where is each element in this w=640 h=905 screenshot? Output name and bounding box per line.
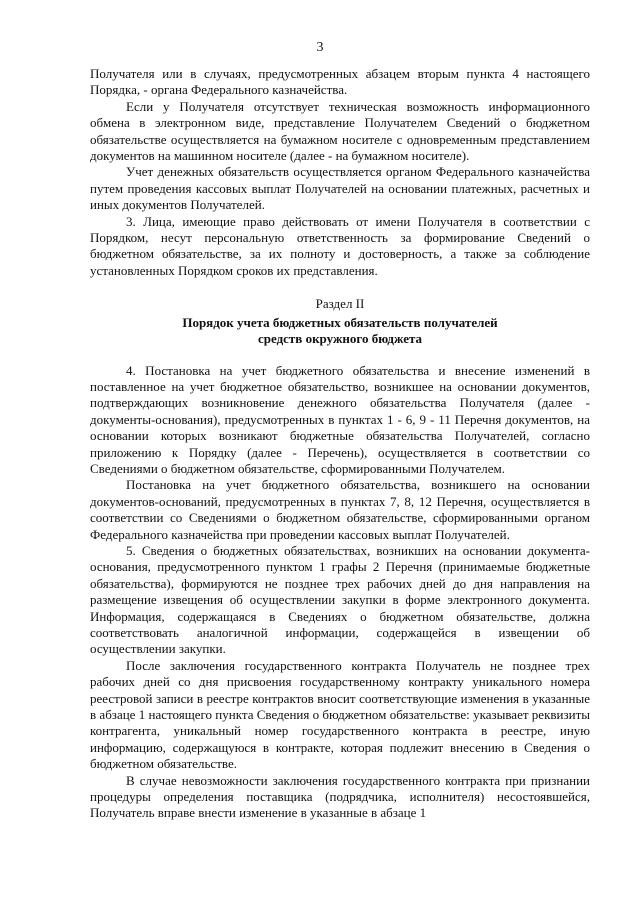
paragraph: Учет денежных обязательств осуществляется органом Федерального казначейства путем проведения кассовых выплат Получателей на основании платежных, расчетных и иных документов Получателей. — [90, 164, 590, 213]
section-title-line-2: средств окружного бюджета — [257, 331, 423, 347]
section-title-line-1: Порядок учета бюджетных обязательств получателей — [182, 314, 498, 330]
paragraph: Получателя или в случаях, предусмотренных абзацем вторым пункта 4 настоящего Порядка, - органа Федерального казначейства. — [90, 66, 590, 98]
paragraph: Если у Получателя отсутствует техническая возможность информационного обмена в электронном виде, представление Получателем Сведений о бюджетном обязательстве осуществляется на бумажном носителе с одновременным представлением документов на машинном носителе (далее - на бумажном носителе). — [90, 98, 590, 164]
paragraph: Постановка на учет бюджетного обязательства, возникшего на основании документов-оснований, предусмотренных в пунктах 7, 8, 12 Перечня, осуществляется в соответствии со Сведениями о бюджетном обязательстве, сформированными органом Федерального казначейства при проведении кассовых выплат Получателей. — [90, 477, 590, 542]
paragraph: 3. Лица, имеющие право действовать от имени Получателя в соответствии с Порядком, несут персональную ответственность за формирование Сведений о бюджетном обязательстве, за их полноту и достоверность, а также за соблюдение установленных Порядком сроков их представления. — [90, 213, 590, 278]
paragraph: 4. Постановка на учет бюджетного обязательства и внесение изменений в поставленное на учет бюджетное обязательство, возникшее на основании документов, подтверждающих возникновение денежного обязательства Получателя (далее - документы-основания), предусмотренных в пунктах 1 - 6, 9 - 11 Перечня документов, на основании которых возникают бюджетные обязательства Получателей, согласно приложению к Порядку (далее - Перечень), осуществляется в соответствии со Сведениями о бюджетном обязательстве, сформированными Получателем. — [90, 362, 590, 476]
paragraph: 5. Сведения о бюджетных обязательствах, возникших на основании документа-основания, предусмотренного пунктом 1 графы 2 Перечня (принимаемые бюджетные обязательства), формируются не позднее трех рабочих дней до дня направления на размещение извещения об осуществлении закупки в форме электронного документа. Информация, содержащаяся в Сведениях о бюджетном обязательстве, должна соответствовать аналогичной информации, содержащейся в извещении об осуществлении закупки. — [90, 542, 590, 657]
document-body — [90, 66, 590, 822]
section-number: Раздел II — [315, 296, 365, 312]
section-heading — [90, 296, 590, 347]
paragraph: В случае невозможности заключения государственного контракта при признании процедуры определения поставщика (подрядчика, исполнителя) несостоявшейся, Получатель вправе внести изменение в указанные в абзаце 1 — [90, 772, 590, 821]
paragraph: После заключения государственного контракта Получатель не позднее трех рабочих дней со дня присвоения государственному контракту уникального номера реестровой записи в реестре контрактов вносит соответствующие изменения в указанные в абзаце 1 настоящего пункта Сведения о бюджетном обязательстве: указывает реквизиты контрагента, уникальный номер государственного контракта в реестре, иную информацию, содержащуюся в контракте, которая подлежит внесению в Сведения о бюджетном обязательстве. — [90, 657, 590, 772]
page-number: 3 — [316, 40, 324, 55]
